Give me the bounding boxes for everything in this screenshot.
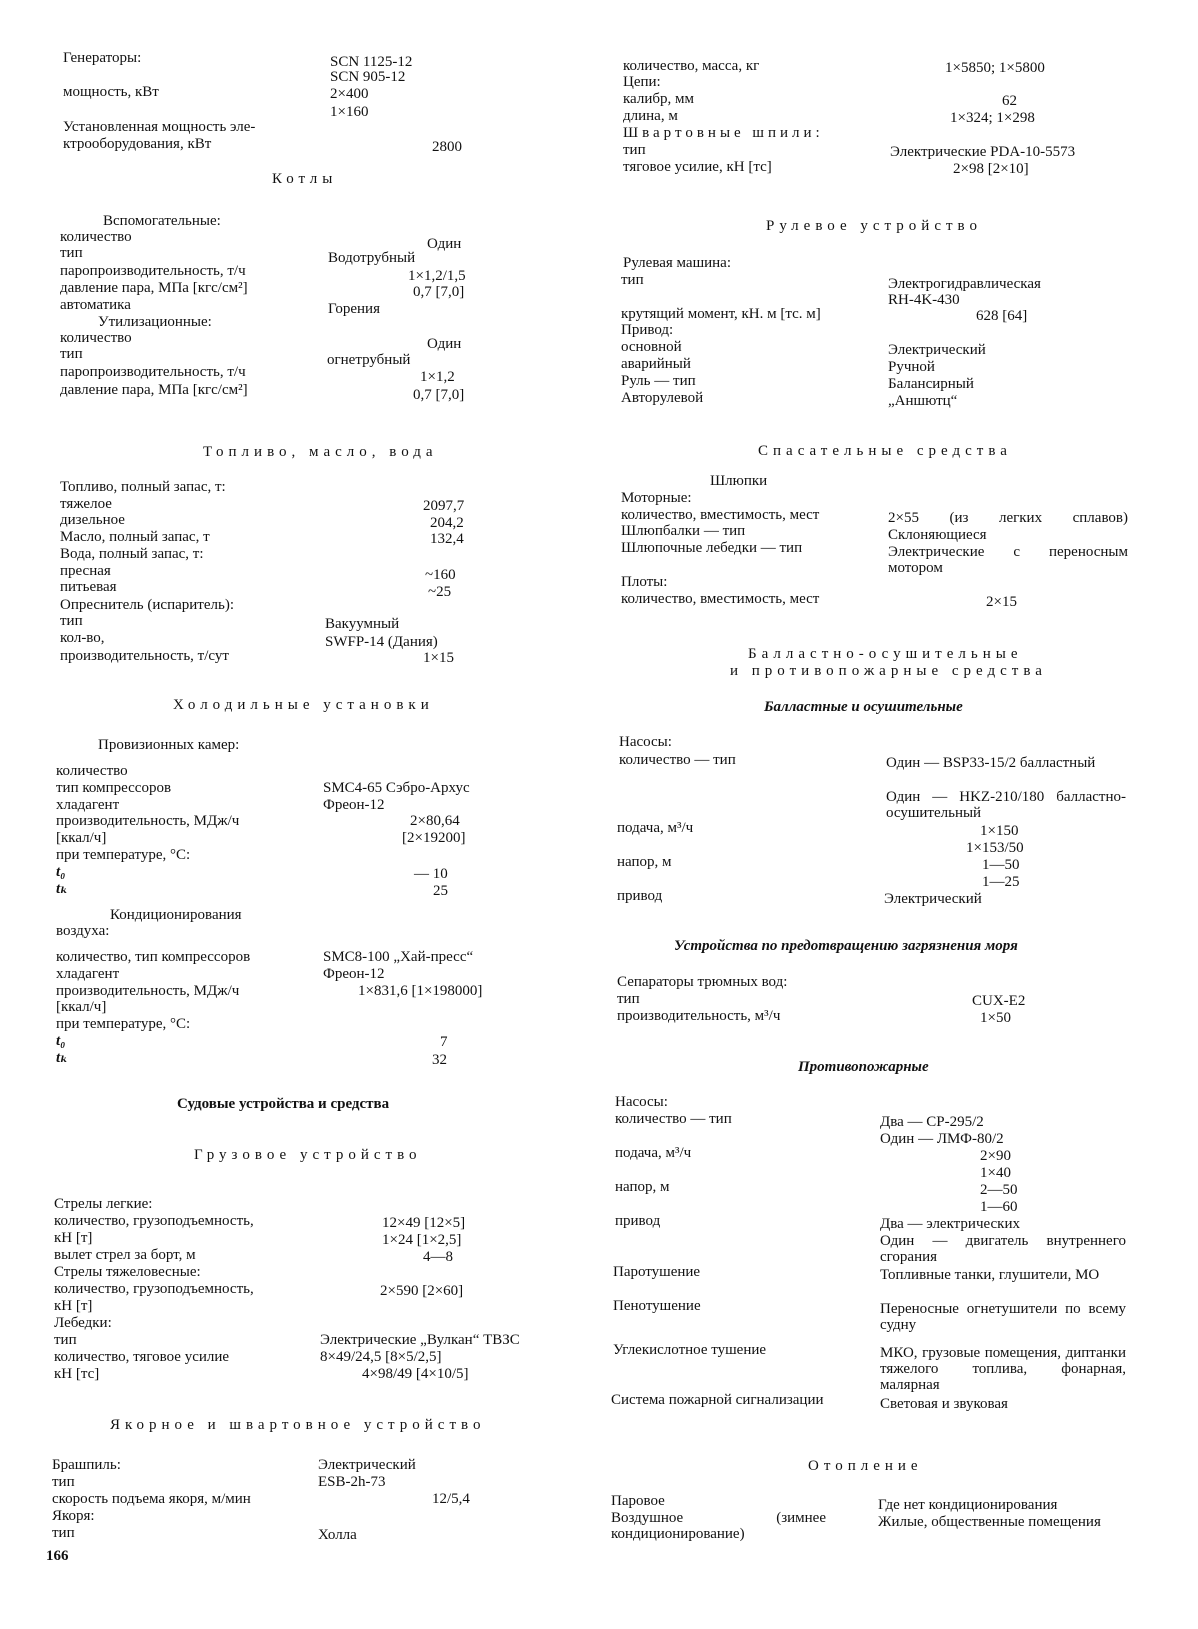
oil-total-value: 132,4	[430, 531, 464, 547]
boats-label: Шлюпки	[710, 473, 768, 489]
steer-torque-value: 628 [64]	[976, 308, 1028, 324]
steer-type-value-2: RH-4K-430	[888, 292, 960, 308]
caliber-value: 62	[1002, 93, 1017, 109]
prov-ref-value: Фреон-12	[323, 797, 385, 813]
pump-head-value-1: 1—50	[982, 857, 1020, 873]
fpump-qty-value-2: Один — ЛМФ-80/2	[880, 1131, 1004, 1147]
aux-pressure-label: давление пара, МПа [кгс/см²]	[60, 280, 248, 296]
aux-pressure-value: 0,7 [7,0]	[413, 284, 465, 300]
sep-type-label: тип	[617, 991, 640, 1007]
capstans-label: Швартовные шпили:	[623, 125, 824, 141]
davits-label: Шлюпбалки — тип	[621, 523, 746, 539]
windlass-speed-value: 12/5,4	[432, 1491, 470, 1507]
prov-label: Провизионных камер:	[98, 737, 240, 753]
ballast-subheading: Балластные и осушительные	[764, 699, 963, 715]
motor-qty-value: 2×55 (из легких сплавов)	[888, 510, 1128, 526]
pump-flow-value-1: 1×150	[980, 823, 1019, 839]
aux-label: Вспомогательные:	[103, 213, 221, 229]
separators-label: Сепараторы трюмных вод:	[617, 974, 788, 990]
prov-tk-label: tₖ	[56, 881, 69, 897]
capstan-pull-label: тяговое усилие, кН [тс]	[623, 159, 772, 175]
drive-main-value: Электрический	[888, 342, 986, 358]
windlass-label: Брашпиль:	[52, 1457, 121, 1473]
ac-tk-value: 32	[432, 1052, 447, 1068]
windlass-type-value: ESB-2h-73	[318, 1474, 386, 1490]
desal-prod-value: 1×15	[423, 650, 454, 666]
refr-heading: Холодильные установки	[173, 697, 434, 713]
oil-total-label: Масло, полный запас, т	[60, 529, 210, 545]
fpump-flow-label: подача, м³/ч	[615, 1145, 692, 1161]
pump-head-label: напор, м	[617, 854, 672, 870]
power-value-2: 1×160	[330, 104, 369, 120]
light-booms-label: Стрелы легкие:	[54, 1196, 153, 1212]
ac-prod-value: 1×831,6 [1×198000]	[358, 983, 483, 999]
util-label: Утилизационные:	[98, 314, 212, 330]
foam-ext-value: Переносные огнетушители по всему судну	[880, 1301, 1126, 1333]
ballast-heading-1: Балластно-осушительные	[748, 646, 1023, 662]
aux-type-value: Водотрубный	[328, 250, 416, 266]
util-steam-value: 1×1,2	[420, 369, 455, 385]
desal-prod-label: производительность, т/сут	[60, 648, 229, 664]
winch-qty-value-2: 4×98/49 [4×10/5]	[362, 1366, 469, 1382]
page-number: 166	[46, 1548, 69, 1564]
ac-t0-label: t₀	[56, 1033, 66, 1049]
heat-steam-label: Паровое	[611, 1493, 665, 1509]
fuel-diesel-label: дизельное	[60, 512, 125, 528]
ac-qty-label: количество, тип компрессоров	[56, 949, 251, 965]
water-drink-label: питьевая	[60, 579, 117, 595]
fuel-total-label: Топливо, полный запас, т:	[60, 479, 226, 495]
ac-label-2: воздуха:	[56, 923, 110, 939]
rafts-label: Плоты:	[621, 574, 668, 590]
light-reach-value: 4—8	[423, 1249, 453, 1265]
boilers-heading: Котлы	[272, 171, 338, 187]
generators-value-2: SCN 905-12	[330, 69, 406, 85]
steer-machine-label: Рулевая машина:	[623, 255, 731, 271]
fpump-drive-value-2: Один — двигатель внутреннего сгорания	[880, 1233, 1126, 1265]
pump-head-value-2: 1—25	[982, 874, 1020, 890]
co2-ext-value: МКО, грузовые помещения, диптанки тяжелого топлива, фонарная, малярная	[880, 1345, 1126, 1393]
fuel-diesel-value: 204,2	[430, 515, 464, 531]
autopilot-value: „Аншютц“	[888, 393, 958, 409]
aux-qty-value: Один	[427, 236, 462, 252]
prov-prod-value: 2×80,64	[410, 813, 460, 829]
qty-mass-value: 1×5850; 1×5800	[945, 60, 1045, 76]
drive-main-label: основной	[621, 339, 682, 355]
prov-prod-label: производительность, МДж/ч	[56, 813, 240, 829]
heat-air-label: Воздушное (зимнее кондиционирование)	[611, 1510, 826, 1542]
ac-t0-value: 7	[440, 1034, 448, 1050]
util-pressure-value: 0,7 [7,0]	[413, 387, 465, 403]
pump-drive-value: Электрический	[884, 891, 982, 907]
chains-label: Цепи:	[623, 74, 661, 90]
steam-ext-value: Топливные танки, глушители, МО	[880, 1267, 1100, 1283]
winch-kn-label: кН [тс]	[54, 1366, 100, 1382]
water-fresh-value: ~160	[425, 567, 456, 583]
drive-emerg-value: Ручной	[888, 359, 935, 375]
aux-qty-label: количество	[60, 229, 132, 245]
pollution-subheading: Устройства по предотвращению загрязнения моря	[674, 938, 1018, 954]
anchors-label: Якоря:	[52, 1508, 95, 1524]
ac-prod-label: производительность, МДж/ч	[56, 983, 240, 999]
heavy-qty-label: количество, грузоподъемность,	[54, 1281, 254, 1297]
power-value-1: 2×400	[330, 86, 369, 102]
fpump-qty-label: количество — тип	[615, 1111, 732, 1127]
fpump-drive-value-1: Два — электрических	[880, 1216, 1020, 1232]
ac-label-1: Кондиционирования	[110, 907, 242, 923]
aux-steam-value: 1×1,2/1,5	[408, 268, 466, 284]
fpumps-label: Насосы:	[615, 1094, 668, 1110]
aux-steam-label: паропроизводительность, т/ч	[60, 263, 246, 279]
winch-qty-label: количество, тяговое усилие	[54, 1349, 230, 1365]
foam-ext-label: Пенотушение	[613, 1298, 701, 1314]
motor-label: Моторные:	[621, 490, 692, 506]
aux-auto-value: Горения	[328, 301, 380, 317]
pump-qty-value-2: Один — HKZ-210/180 балластно-осушительный	[886, 789, 1126, 821]
sep-type-value: CUX-E2	[972, 993, 1026, 1009]
winch-qty-value-1: 8×49/24,5 [8×5/2,5]	[320, 1349, 442, 1365]
fuel-heavy-label: тяжелое	[60, 496, 112, 512]
light-qty-label: количество, грузоподъемность,	[54, 1213, 254, 1229]
anchor-type-value: Холла	[318, 1527, 357, 1543]
rudder-label: Руль — тип	[621, 373, 696, 389]
fpump-head-value-1: 2—50	[980, 1182, 1018, 1198]
prov-kcal-value: [2×19200]	[402, 830, 466, 846]
ac-temp-label: при температуре, °С:	[56, 1016, 191, 1032]
heavy-qty-value: 2×590 [2×60]	[380, 1283, 464, 1299]
generators-label: Генераторы:	[63, 50, 142, 66]
steam-ext-label: Паротушение	[613, 1264, 701, 1280]
fpump-head-label: напор, м	[615, 1179, 670, 1195]
steer-type-label: тип	[621, 272, 644, 288]
anchor-type-label: тип	[52, 1525, 75, 1541]
util-type-label: тип	[60, 346, 83, 362]
light-kn-label: кН [т]	[54, 1230, 93, 1246]
ac-ref-value: Фреон-12	[323, 966, 385, 982]
prov-ref-label: хладагент	[56, 797, 120, 813]
drive-emerg-label: аварийный	[621, 356, 691, 372]
ac-qty-value: SMC8-100 „Хай-пресс“	[323, 949, 474, 965]
motor-qty-label: количество, вместимость, мест	[621, 507, 820, 523]
fpump-flow-value-1: 2×90	[980, 1148, 1011, 1164]
co2-ext-label: Углекислотное тушение	[613, 1342, 767, 1358]
fuel-heavy-value: 2097,7	[423, 498, 465, 514]
util-qty-value: Один	[427, 336, 462, 352]
windlass-speed-label: скорость подъема якоря, м/мин	[52, 1491, 251, 1507]
anchor-heading: Якорное и швартовное устройство	[110, 1417, 486, 1433]
water-total-label: Вода, полный запас, т:	[60, 546, 204, 562]
prov-t0-label: t₀	[56, 864, 66, 880]
desal-qty-value: SWFP-14 (Дания)	[325, 634, 438, 650]
util-pressure-label: давление пара, МПа [кгс/см²]	[60, 382, 248, 398]
prov-qty-label: количество	[56, 763, 128, 779]
alarm-label: Система пожарной сигнализации	[611, 1392, 824, 1408]
prov-t0-value: — 10	[414, 866, 448, 882]
fpump-drive-label: привод	[615, 1213, 661, 1229]
light-qty-value-2: 1×24 [1×2,5]	[382, 1232, 462, 1248]
light-qty-value-1: 12×49 [12×5]	[382, 1215, 466, 1231]
windlass-type-label: тип	[52, 1474, 75, 1490]
caliber-label: калибр, мм	[623, 91, 694, 107]
prov-comp-value: SMC4-65 Сэбро-Архус	[323, 780, 470, 796]
heavy-booms-label: Стрелы тяжеловесные:	[54, 1264, 201, 1280]
sep-prod-label: производительность, м³/ч	[617, 1008, 781, 1024]
steer-type-value-1: Электрогидравлическая	[888, 276, 1041, 292]
fpump-flow-value-2: 1×40	[980, 1165, 1011, 1181]
power-label: мощность, кВт	[63, 84, 159, 100]
capstan-type-value: Электрические PDA-10-5573	[890, 144, 1076, 160]
steer-torque-label: крутящий момент, кН. м [тс. м]	[621, 306, 821, 322]
heat-heading: Отопление	[808, 1458, 923, 1474]
pump-flow-label: подача, м³/ч	[617, 820, 694, 836]
capstan-pull-value: 2×98 [2×10]	[953, 161, 1029, 177]
pump-qty-label: количество — тип	[619, 752, 736, 768]
aux-auto-label: автоматика	[60, 297, 131, 313]
util-type-value: огнетрубный	[327, 352, 411, 368]
sep-prod-value: 1×50	[980, 1010, 1011, 1026]
installed-label-2: ктрооборудования, кВт	[63, 136, 212, 152]
water-fresh-label: пресная	[60, 563, 111, 579]
raft-qty-value: 2×15	[986, 594, 1017, 610]
winches-label: Лебедки:	[54, 1315, 112, 1331]
fuel-heading: Топливо, масло, вода	[203, 444, 438, 460]
capstan-type-label: тип	[623, 142, 646, 158]
fire-subheading: Противопожарные	[798, 1059, 929, 1075]
prov-comp-label: тип компрессоров	[56, 780, 172, 796]
prov-temp-label: при температуре, °С:	[56, 847, 191, 863]
util-steam-label: паропроизводительность, т/ч	[60, 364, 246, 380]
fpump-head-value-2: 1—60	[980, 1199, 1018, 1215]
aux-type-label: тип	[60, 245, 83, 261]
desal-type-value: Вакуумный	[325, 616, 400, 632]
ac-tk-label: tₖ	[56, 1050, 69, 1066]
ballast-heading-2: и противопожарные средства	[730, 663, 1047, 679]
boat-winch-label: Шлюпочные лебедки — тип	[621, 540, 803, 556]
raft-qty-label: количество, вместимость, мест	[621, 591, 820, 607]
pump-drive-label: привод	[617, 888, 663, 904]
davits-value: Склоняющиеся	[888, 527, 987, 543]
winch-type-label: тип	[54, 1332, 77, 1348]
installed-value: 2800	[432, 139, 462, 155]
prov-kcal-label: [ккал/ч]	[56, 830, 107, 846]
prov-tk-value: 25	[433, 883, 448, 899]
pump-flow-value-2: 1×153/50	[966, 840, 1024, 856]
pump-qty-value-1: Один — BSP33-15/2 балластный	[886, 755, 1096, 771]
generators-value-1: SCN 1125-12	[330, 54, 413, 70]
installed-label-1: Установленная мощность эле-	[63, 119, 256, 135]
autopilot-label: Авторулевой	[621, 390, 704, 406]
heavy-kn-label: кН [т]	[54, 1298, 93, 1314]
length-value: 1×324; 1×298	[950, 110, 1035, 126]
desal-type-label: тип	[60, 613, 83, 629]
heat-steam-value: Где нет кондиционирования	[878, 1497, 1058, 1513]
light-reach-label: вылет стрел за борт, м	[54, 1247, 196, 1263]
length-label: длина, м	[623, 108, 678, 124]
desal-qty-label: кол-во,	[60, 630, 105, 646]
drive-label: Привод:	[621, 322, 674, 338]
water-drink-value: ~25	[428, 584, 452, 600]
ac-kcal-label: [ккал/ч]	[56, 999, 107, 1015]
boat-winch-value: Электрические с переносным мотором	[888, 544, 1128, 576]
windlass-value: Электрический	[318, 1457, 416, 1473]
pumps-label: Насосы:	[619, 734, 672, 750]
desal-label: Опреснитель (испаритель):	[60, 597, 234, 613]
qty-mass-label: количество, масса, кг	[623, 58, 760, 74]
alarm-value: Световая и звуковая	[880, 1396, 1008, 1412]
ac-ref-label: хладагент	[56, 966, 120, 982]
steer-heading: Рулевое устройство	[766, 218, 983, 234]
winch-type-value: Электрические „Вулкан“ ТВЗС	[320, 1332, 520, 1348]
ship-heading: Судовые устройства и средства	[177, 1096, 390, 1112]
heat-air-value: Жилые, общественные помещения	[878, 1514, 1101, 1530]
life-heading: Спасательные средства	[758, 443, 1012, 459]
util-qty-label: количество	[60, 330, 132, 346]
cargo-heading: Грузовое устройство	[194, 1147, 422, 1163]
fpump-qty-value-1: Два — СР-295/2	[880, 1114, 984, 1130]
rudder-value: Балансирный	[888, 376, 974, 392]
